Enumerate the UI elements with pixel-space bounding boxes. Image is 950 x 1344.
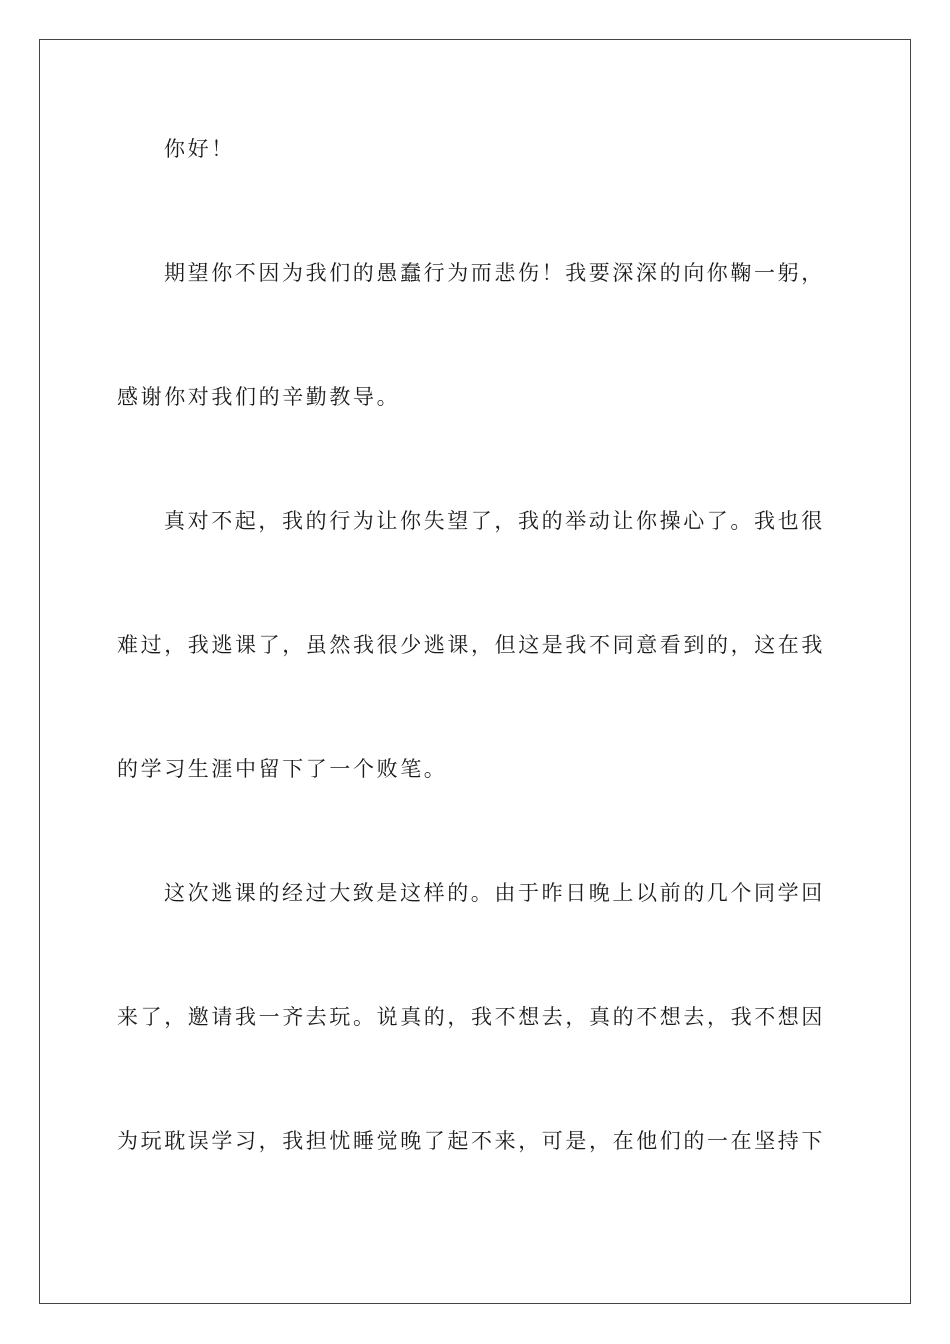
text-line: 这次逃课的经过大致是这样的。由于昨日晚上以前的几个同学回: [164, 881, 825, 905]
text-line: 期望你不因为我们的愚蠢行为而悲伤！我要深深的向你鞠一躬，: [164, 261, 825, 285]
text-line: 的学习生涯中留下了一个败笔。: [117, 757, 448, 781]
greeting-line: 你好！: [164, 137, 235, 161]
page-border: [39, 39, 911, 1304]
text-line: 难过，我逃课了，虽然我很少逃课，但这是我不同意看到的，这在我: [117, 633, 825, 657]
text-line: 为玩耽误学习，我担忧睡觉晚了起不来，可是，在他们的一在坚持下: [117, 1129, 825, 1153]
text-line: 感谢你对我们的辛勤教导。: [117, 385, 401, 409]
text-line: 来了，邀请我一齐去玩。说真的，我不想去，真的不想去，我不想因: [117, 1005, 825, 1029]
text-line: 真对不起，我的行为让你失望了，我的举动让你操心了。我也很: [164, 509, 825, 533]
